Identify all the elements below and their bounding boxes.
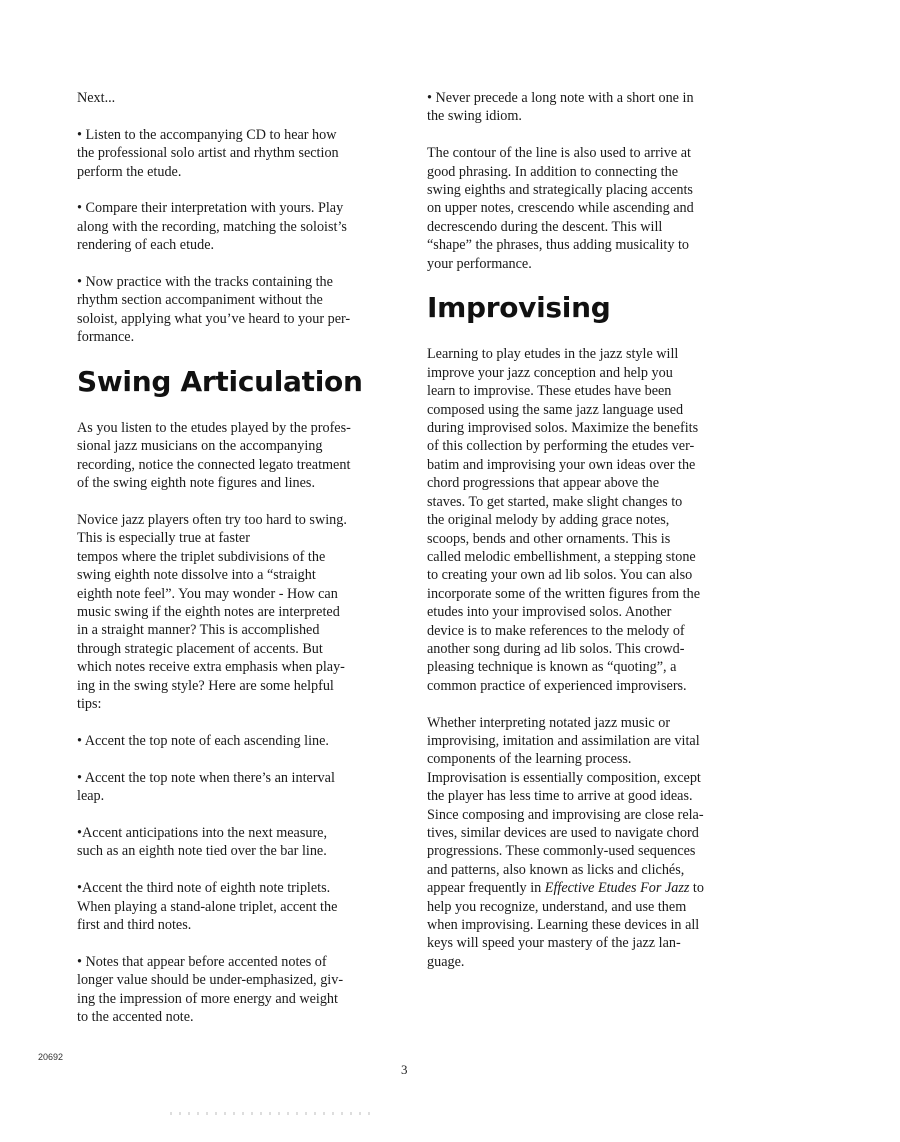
catalog-number: 20692 (38, 1052, 64, 1062)
bullet-listen: • Listen to the accompanying CD to hear how the professional solo artist and rhythm section perform the etude. (77, 126, 339, 180)
paragraph-whether-text-before: Whether interpreting notated jazz music or improvising, imitation and assimilation are vital components of the learning process. Improvisation is essentially composition, except the player has less time to arrive at good ideas. Since composing and improvising are close rela- tives, similar devices are used to navigate chord progressions. These commonly-used sequences and patterns, also known as licks and clichés, appear frequently in (427, 714, 704, 897)
tip-long-note: • Never precede a long note with a short one in the swing idiom. (427, 90, 694, 125)
book-title: Effective Etudes For Jazz (544, 880, 690, 897)
scan-artifact (170, 1112, 370, 1115)
tip-anticipations: •Accent anticipations into the next measure, such as an eighth note tied over the bar line. (77, 824, 328, 860)
intro-next: Next... (77, 90, 116, 106)
page-number: 3 (401, 1062, 408, 1077)
tip-interval-leap: • Accent the top note when there’s an interval leap. (77, 769, 335, 805)
bullet-practice: • Now practice with the tracks containing the rhythm section accompaniment without the soloist, applying what you’ve heard to your per- formance. (77, 274, 351, 346)
paragraph-whether (427, 714, 739, 972)
bullet-compare: • Compare their interpretation with yours. Play along with the recording, matching the soloist’s rendering of each etude. (77, 200, 347, 254)
left-column (77, 89, 387, 1045)
paragraph-listen: As you listen to the etudes played by the profes- sional jazz musicians on the accompanying recording, notice the connected legato treatment of the swing eighth note figures and lines. (77, 420, 351, 492)
right-column (427, 89, 739, 990)
paragraph-contour: The contour of the line is also used to arrive at good phrasing. In addition to connecting the swing eighths and strategically placing accents on upper notes, crescendo while ascending and decrescendo during the descent. This will “shape” the phrases, thus adding musicality to your performance. (427, 145, 694, 272)
paragraph-learning: Learning to play etudes in the jazz style will improve your jazz conception and help you learn to improvise. These etudes have been composed using the same jazz language used during improvised solos. Maximize the benefits of this collection by performing the etudes ver- batim and improvising your own ideas over the chord progressions that appear above the staves. To get started, make slight changes to the original melody by adding grace notes, scoops, bends and other ornaments. This is called melodic embellishment, a stepping stone to creating your own ad lib solos. You can also incorporate some of the written figures from the etudes into your improvised solos. Another device is to make references to the melody of another song during ad lib solos. This crowd- pleasing technique is known as “quoting”, a common practice of experienced improvisers. (427, 346, 701, 694)
paragraph-novice: Novice jazz players often try too hard to swing. This is especially true at faster tempos where the triplet subdivisions of the swing eighth note dissolve into a “straight eighth note feel”. You may wonder - How can music swing if the eighth notes are interpreted in a straight manner? This is accomplished through strategic placement of accents. But which notes receive extra emphasis when play- ing in the swing style? Here are some helpful tips: (77, 512, 347, 713)
improvising-heading: Improvising (427, 291, 611, 325)
paragraph-whether-text-after: to help you recognize, understand, and use them when improvising. Learning these devices in all keys will speed your mastery of the jazz lan- guage. (427, 880, 704, 970)
tip-ascending-line: • Accent the top note of each ascending line. (77, 732, 329, 749)
swing-articulation-heading: Swing Articulation (77, 365, 363, 399)
tip-under-emphasize: • Notes that appear before accented notes of longer value should be under-emphasized, giv- ing the impression of more energy and weight to the accented note. (77, 953, 344, 1025)
tip-triplets: •Accent the third note of eighth note triplets. When playing a stand-alone triplet, accent the first and third notes. (77, 880, 338, 933)
